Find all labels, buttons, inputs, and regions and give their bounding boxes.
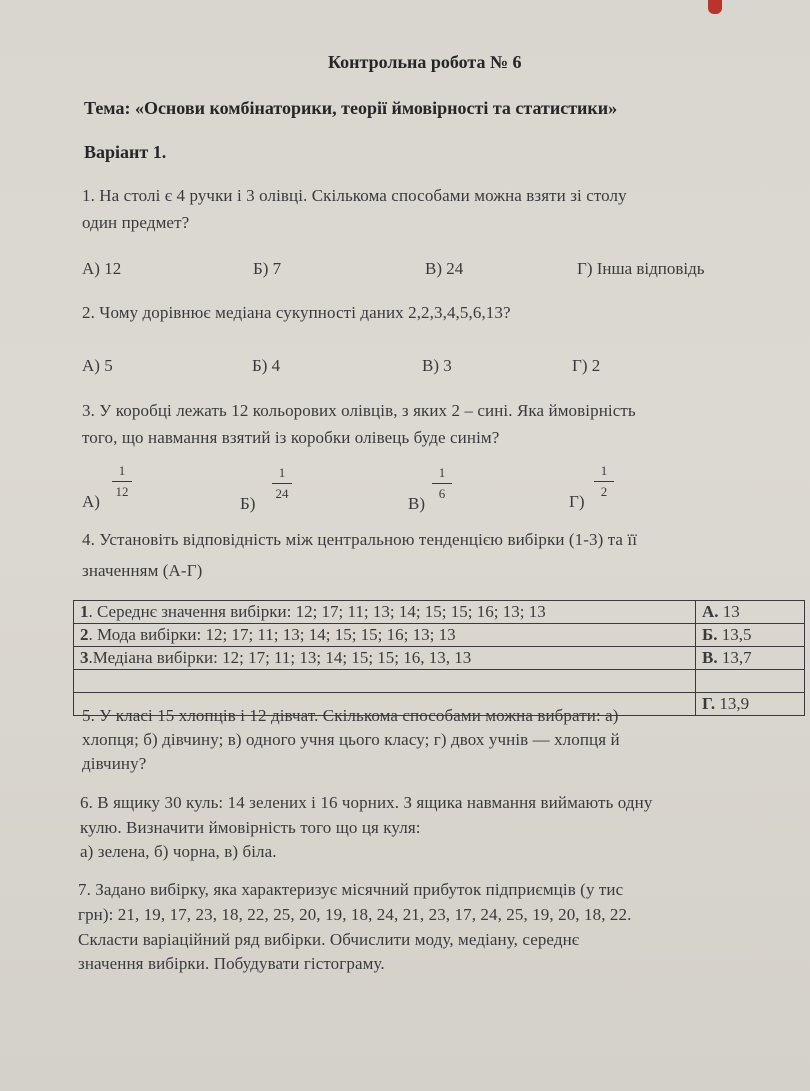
answer-key: А.	[702, 602, 719, 621]
answer-key: Г.	[702, 694, 716, 713]
matching-table	[73, 600, 805, 716]
q7-text-line1: 7. Задано вибірку, яка характеризує місячний прибуток підприємців (у тис	[78, 880, 624, 899]
q7-text-line3: Скласти варіаційний ряд вибірки. Обчислити моду, медіану, середнє	[78, 930, 580, 949]
q1-option-c: В) 24	[425, 259, 464, 278]
row-number: 2	[80, 625, 89, 644]
page-title: Контрольна робота № 6	[328, 52, 522, 72]
fraction-denominator: 24	[275, 486, 289, 501]
q1-option-d: Г) Інша відповідь	[577, 259, 705, 278]
fraction-numerator: 1	[600, 463, 608, 478]
table-cell-left	[74, 624, 696, 647]
q4-text-line1: 4. Установіть відповідність між центральною тенденцією вибірки (1-3) та її	[82, 530, 638, 549]
paper-clip-mark	[708, 0, 722, 14]
q3-option-c-label: В)	[408, 494, 425, 513]
answer-value: 13,7	[717, 648, 752, 667]
q6-text-line2: кулю. Визначити ймовірність того що ця куля:	[80, 818, 421, 837]
row-text: . Середнє значення вибірки: 12; 17; 11; 13; 14; 15; 15; 16; 13; 13	[88, 602, 546, 621]
q3-option-c-fraction	[432, 466, 452, 501]
table-cell-left	[74, 647, 696, 670]
table-cell-left	[74, 601, 696, 624]
table-row	[74, 670, 805, 693]
topic-heading: Тема: «Основи комбінаторики, теорії ймовірності та статистики»	[84, 98, 618, 118]
q5-text-line3: дівчину?	[82, 754, 147, 773]
q4-text-line2: значенням (А-Г)	[82, 561, 203, 580]
variant-heading: Варіант 1.	[84, 142, 167, 162]
table-cell-right	[696, 693, 805, 716]
row-number: 1	[80, 602, 89, 621]
q7-text-line2: грн): 21, 19, 17, 23, 18, 22, 25, 20, 19, 18, 24, 21, 23, 17, 24, 25, 19, 20, 18, 22.	[78, 905, 632, 924]
q1-text-line2: один предмет?	[82, 213, 190, 232]
table-row	[74, 647, 805, 670]
row-text: . Мода вибірки: 12; 17; 11; 13; 14; 15; 15; 16; 13; 13	[88, 625, 456, 644]
answer-value: 13,9	[715, 694, 750, 713]
table-cell-right	[696, 670, 805, 693]
fraction-numerator: 1	[278, 465, 286, 480]
q3-text-line1: 3. У коробці лежать 12 кольорових олівців, з яких 2 – сині. Яка ймовірність	[82, 401, 636, 420]
q3-option-d-fraction	[594, 464, 614, 499]
q2-option-b: Б) 4	[252, 356, 281, 375]
row-number: 3	[80, 648, 89, 667]
q6-text-line1: 6. В ящику 30 куль: 14 зелених і 16 чорних. З ящика навмання виймають одну	[80, 793, 653, 812]
q6-text-line3: а) зелена, б) чорна, в) біла.	[80, 842, 277, 861]
fraction-numerator: 1	[438, 465, 446, 480]
fraction-denominator: 6	[438, 486, 446, 501]
table-row	[74, 601, 805, 624]
table-row	[74, 624, 805, 647]
table-cell-left	[74, 670, 696, 693]
q1-text-line1: 1. На столі є 4 ручки і 3 олівці. Скількома способами можна взяти зі столу	[82, 186, 627, 205]
q3-option-b-label: Б)	[240, 494, 256, 513]
q2-text-line1: 2. Чому дорівнює медіана сукупності даних 2,2,3,4,5,6,13?	[82, 303, 511, 322]
q3-text-line2: того, що навмання взятий із коробки олівець буде синім?	[82, 428, 500, 447]
q2-option-c: В) 3	[422, 356, 452, 375]
q3-option-a-fraction	[112, 464, 132, 499]
q5-text-line1: 5. У класі 15 хлопців і 12 дівчат. Скількома способами можна вибрати: а)	[82, 706, 619, 725]
q3-option-d-label: Г)	[569, 492, 585, 511]
q3-option-b-fraction	[272, 466, 292, 501]
table-cell-right	[696, 601, 805, 624]
row-text: .Медіана вибірки: 12; 17; 11; 13; 14; 15; 15; 16, 13, 13	[88, 648, 472, 667]
fraction-bar	[594, 481, 614, 482]
q3-option-a-label: А)	[82, 492, 100, 511]
fraction-bar	[432, 483, 452, 484]
q5-text-line2: хлопця; б) дівчину; в) одного учня цього класу; г) двох учнів — хлопця й	[82, 730, 620, 749]
answer-value: 13	[718, 602, 740, 621]
fraction-denominator: 2	[600, 484, 608, 499]
q1-option-b: Б) 7	[253, 259, 282, 278]
fraction-numerator: 1	[118, 463, 126, 478]
answer-key: В.	[702, 648, 718, 667]
answer-value: 13,5	[717, 625, 752, 644]
table-cell-right	[696, 624, 805, 647]
table-cell-right	[696, 647, 805, 670]
fraction-bar	[272, 483, 292, 484]
q7-text-line4: значення вибірки. Побудувати гістограму.	[78, 954, 385, 973]
q2-option-a: А) 5	[82, 356, 113, 375]
q1-option-a: А) 12	[82, 259, 122, 278]
fraction-denominator: 12	[115, 484, 129, 499]
fraction-bar	[112, 481, 132, 482]
answer-key: Б.	[702, 625, 718, 644]
q2-option-d: Г) 2	[572, 356, 601, 375]
